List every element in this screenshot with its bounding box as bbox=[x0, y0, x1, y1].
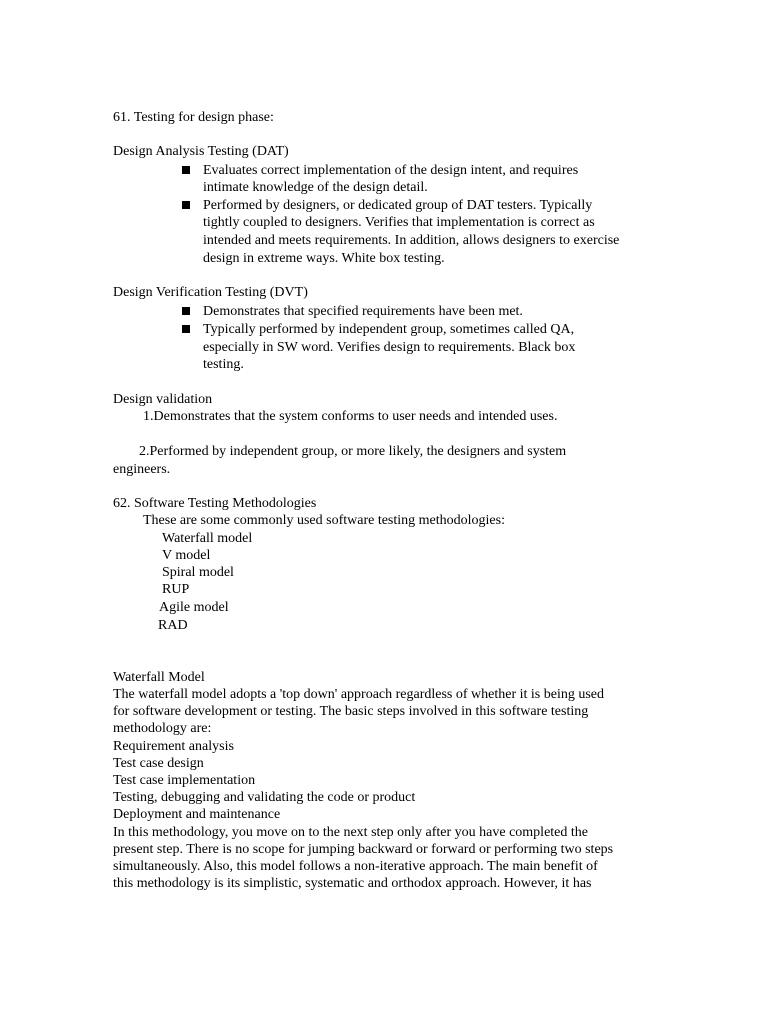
square-bullet-icon bbox=[182, 307, 190, 315]
dat-bullet-2-line-3: intended and meets requirements. In addition, allows designers to exercise bbox=[203, 233, 620, 248]
section-61-heading: 61. Testing for design phase: bbox=[113, 110, 274, 125]
method-item: Agile model bbox=[159, 600, 229, 615]
section-62-heading: 62. Software Testing Methodologies bbox=[113, 496, 317, 511]
dat-bullet-2-line-2: tightly coupled to designers. Verifies that implementation is correct as bbox=[203, 215, 595, 230]
validation-item-1: 1.Demonstrates that the system conforms to user needs and intended uses. bbox=[143, 409, 558, 424]
waterfall-body-line-2: present step. There is no scope for jumping backward or forward or performing two steps bbox=[113, 842, 614, 857]
validation-title: Design validation bbox=[113, 392, 213, 407]
waterfall-body-line-1: In this methodology, you move on to the next step only after you have completed the bbox=[113, 825, 588, 840]
waterfall-step: Requirement analysis bbox=[113, 739, 234, 754]
section-62-intro: These are some commonly used software testing methodologies: bbox=[143, 513, 505, 528]
dat-bullet-1-line-1: Evaluates correct implementation of the design intent, and requires bbox=[203, 163, 579, 178]
waterfall-step: Test case design bbox=[113, 756, 204, 771]
waterfall-body-line-3: simultaneously. Also, this model follows a non-iterative approach. The main benefit of bbox=[113, 859, 598, 874]
dat-bullet-2-line-1: Performed by designers, or dedicated group of DAT testers. Typically bbox=[203, 198, 593, 213]
waterfall-intro-line-3: methodology are: bbox=[113, 721, 212, 736]
method-item: V model bbox=[162, 548, 211, 563]
waterfall-intro-line-1: The waterfall model adopts a 'top down' approach regardless of whether it is being used bbox=[113, 687, 605, 702]
waterfall-title: Waterfall Model bbox=[113, 670, 205, 685]
validation-item-2-line-2: engineers. bbox=[113, 462, 171, 477]
waterfall-step: Testing, debugging and validating the code or product bbox=[113, 790, 416, 805]
waterfall-intro-line-2: for software development or testing. The basic steps involved in this software testing bbox=[113, 704, 589, 719]
dvt-bullet-2-line-3: testing. bbox=[203, 357, 244, 372]
dat-title: Design Analysis Testing (DAT) bbox=[113, 144, 289, 159]
waterfall-step: Deployment and maintenance bbox=[113, 807, 281, 822]
method-item: RAD bbox=[158, 618, 188, 633]
square-bullet-icon bbox=[182, 325, 190, 333]
method-item: Spiral model bbox=[162, 565, 234, 580]
dvt-title: Design Verification Testing (DVT) bbox=[113, 285, 308, 300]
dvt-bullet-2-line-1: Typically performed by independent group, sometimes called QA, bbox=[203, 322, 575, 337]
dvt-bullet-2-line-2: especially in SW word. Verifies design to requirements. Black box bbox=[203, 340, 576, 355]
dvt-bullet-1-line-1: Demonstrates that specified requirements have been met. bbox=[203, 304, 523, 319]
waterfall-step: Test case implementation bbox=[113, 773, 256, 788]
waterfall-body-line-4: this methodology is its simplistic, systematic and orthodox approach. However, it has bbox=[113, 876, 592, 891]
method-item: RUP bbox=[162, 582, 190, 597]
validation-item-2-line-1: 2.Performed by independent group, or more likely, the designers and system bbox=[139, 444, 567, 459]
square-bullet-icon bbox=[182, 166, 190, 174]
dat-bullet-2-line-4: design in extreme ways. White box testing. bbox=[203, 251, 445, 266]
method-item: Waterfall model bbox=[162, 531, 253, 546]
square-bullet-icon bbox=[182, 201, 190, 209]
dat-bullet-1-line-2: intimate knowledge of the design detail. bbox=[203, 180, 428, 195]
